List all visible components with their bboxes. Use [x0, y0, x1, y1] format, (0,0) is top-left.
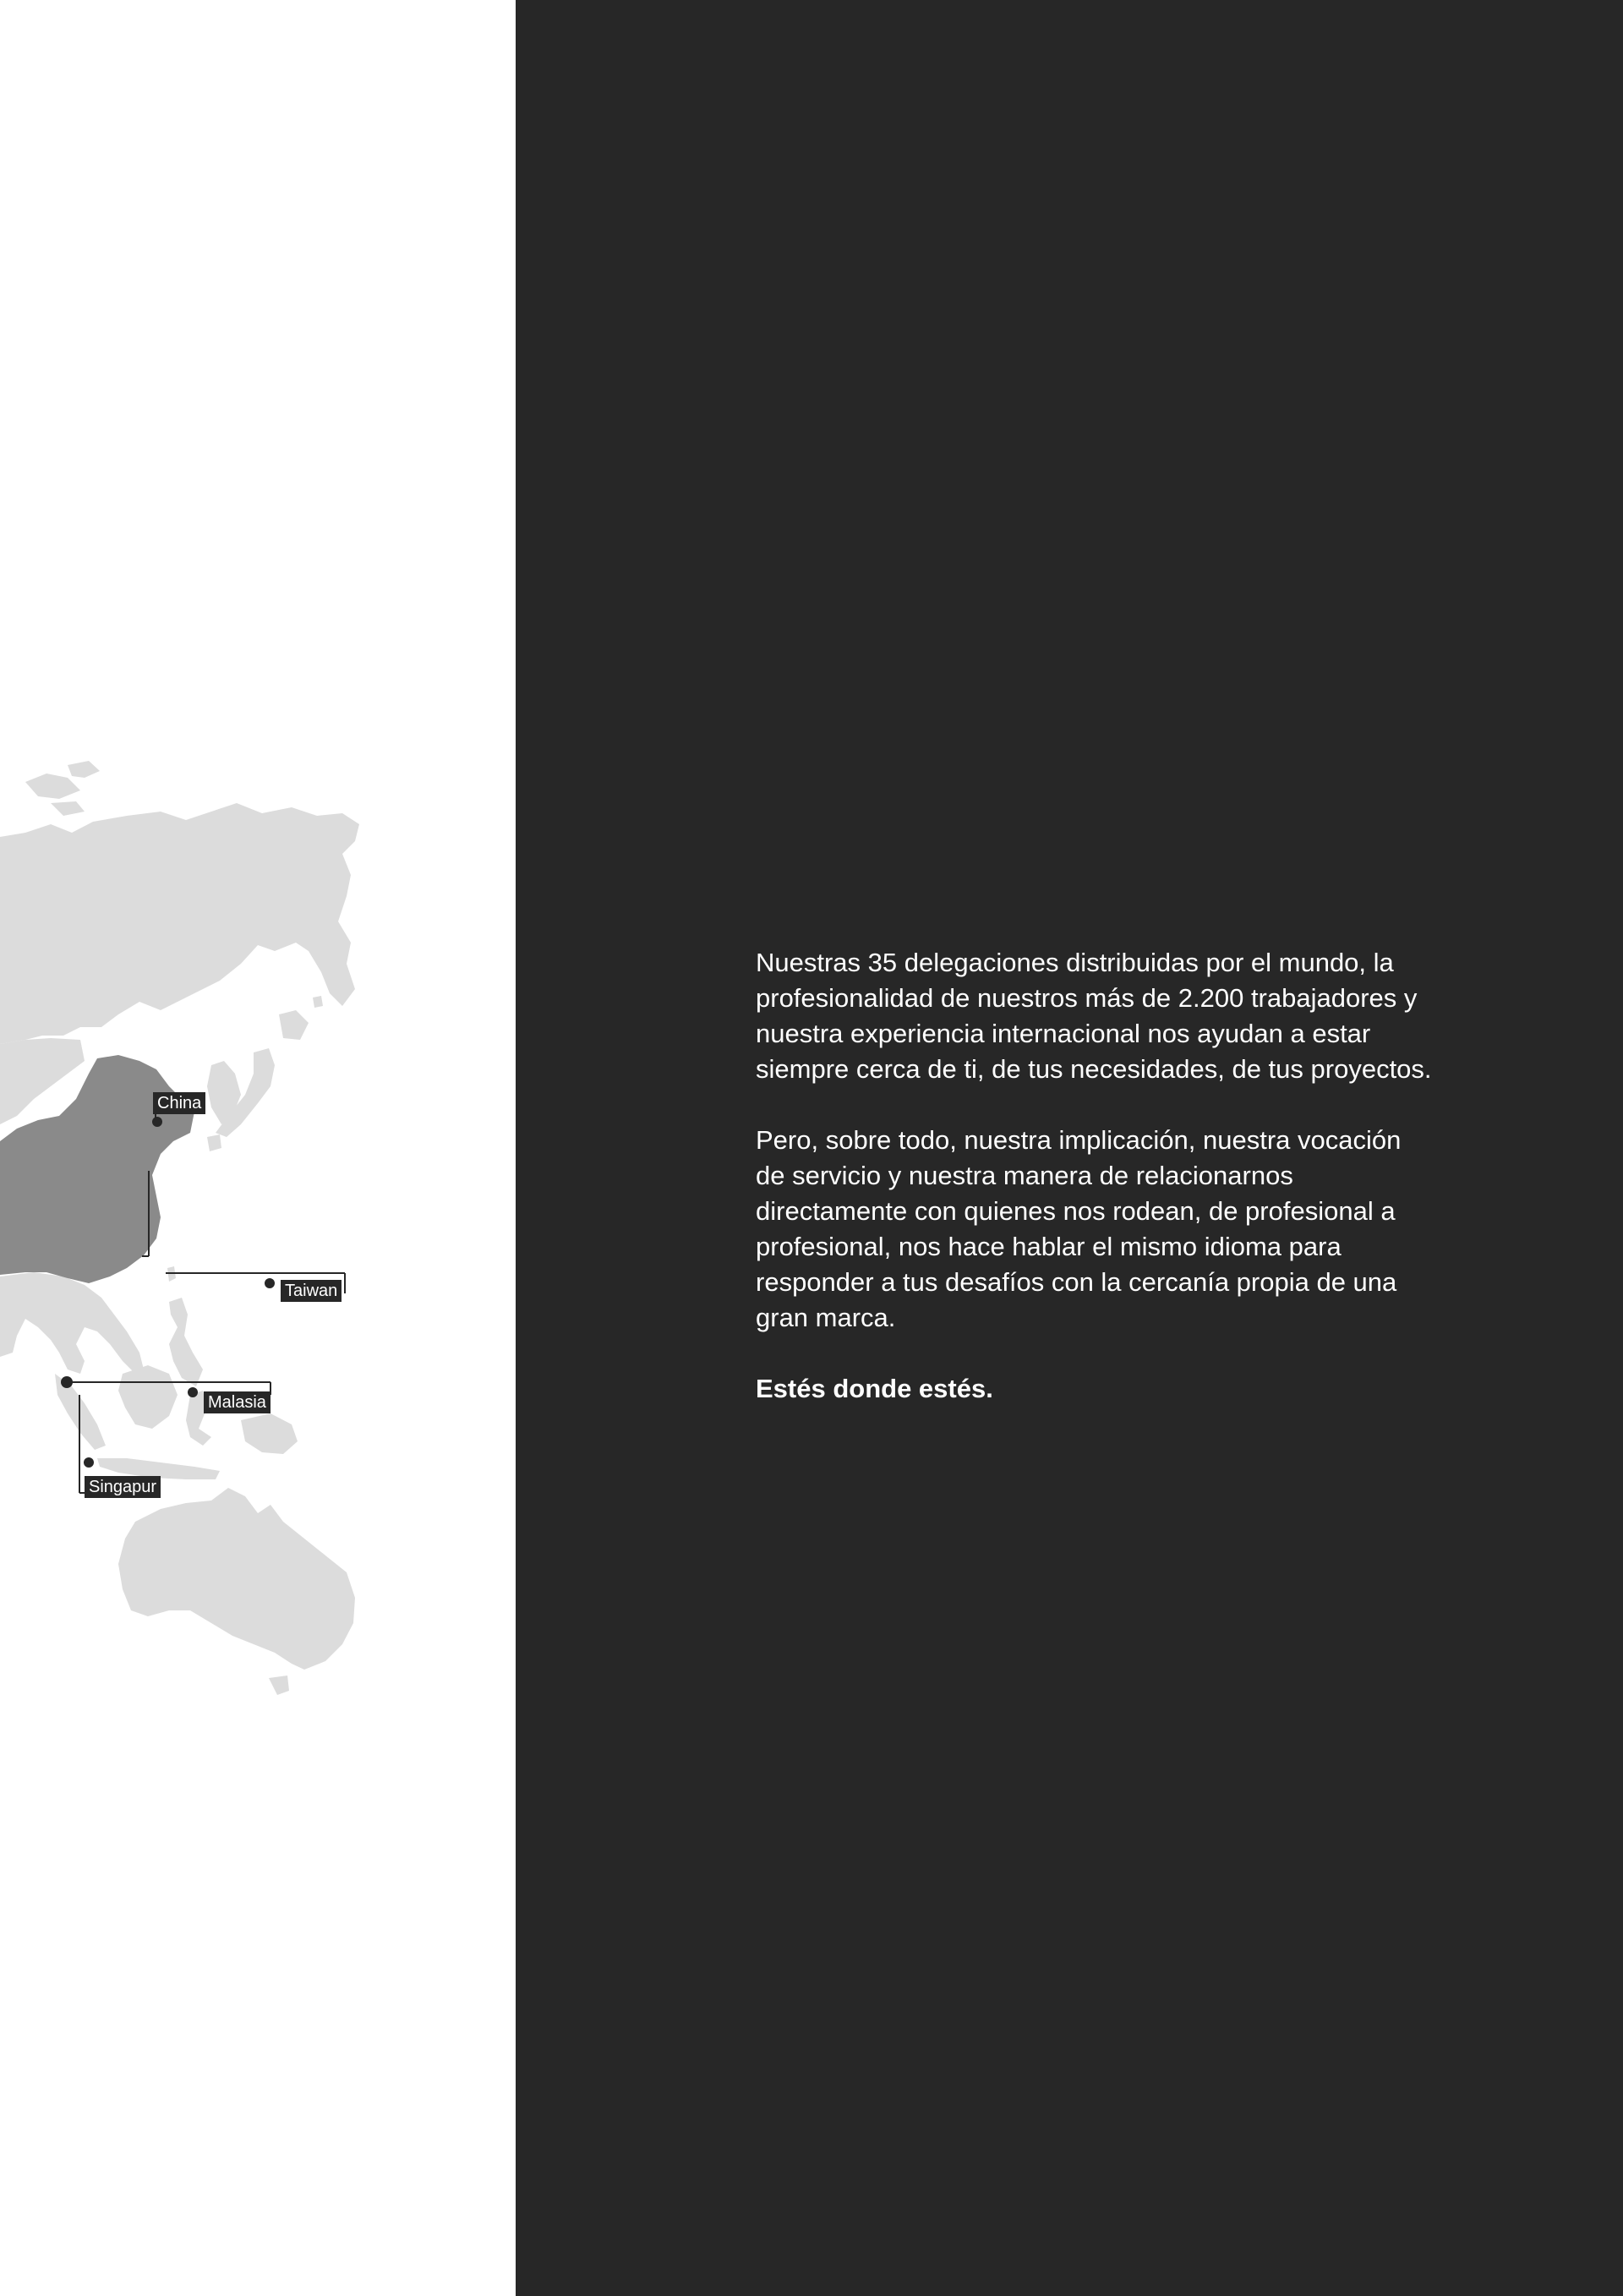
singapur-dot	[84, 1457, 94, 1468]
arctic-island-3	[51, 801, 85, 816]
russia-landmass	[0, 803, 359, 1044]
map-panel	[0, 0, 516, 2296]
china-dot	[152, 1117, 162, 1127]
pacific-islands	[313, 996, 323, 1008]
japan-kyushu	[207, 1134, 221, 1151]
new-guinea	[241, 1413, 298, 1454]
southeast-asia	[0, 1272, 144, 1374]
arctic-island-2	[68, 761, 100, 778]
map-label-malasia: Malasia	[204, 1391, 270, 1413]
malasia-dot	[188, 1387, 198, 1397]
taiwan-dot	[265, 1278, 275, 1288]
borneo	[118, 1365, 178, 1429]
arctic-island-1	[25, 774, 80, 799]
map-label-singapur: Singapur	[85, 1476, 161, 1498]
sumatra-dot	[61, 1376, 73, 1388]
paragraph-commitment: Pero, sobre todo, nuestra implicación, nuestra vocación de servicio y nuestra manera de relacionarnos directamente con quienes nos rodean, de profesional a profesional, nos hace hablar el mismo idioma para responder a tus desafíos con la cercanía propia de una gran marca.	[756, 1125, 1402, 1332]
map-label-china: China	[153, 1092, 205, 1114]
australia	[118, 1488, 355, 1670]
philippines	[169, 1298, 203, 1386]
asia-map	[0, 0, 516, 2296]
tasmania	[269, 1676, 289, 1695]
map-label-taiwan: Taiwan	[281, 1280, 342, 1302]
closing-line: Estés donde estés.	[756, 1374, 993, 1403]
japan-hokkaido	[279, 1010, 309, 1040]
paragraph-intro: Nuestras 35 delegaciones distribuidas por el mundo, la profesionalidad de nuestros más de 2.200 trabajadores y nuestra experiencia internacional nos ayudan a estar siempre cerca de ti, de tus necesidades, de tus proyectos.	[756, 948, 1432, 1084]
body-text	[756, 945, 1432, 1442]
